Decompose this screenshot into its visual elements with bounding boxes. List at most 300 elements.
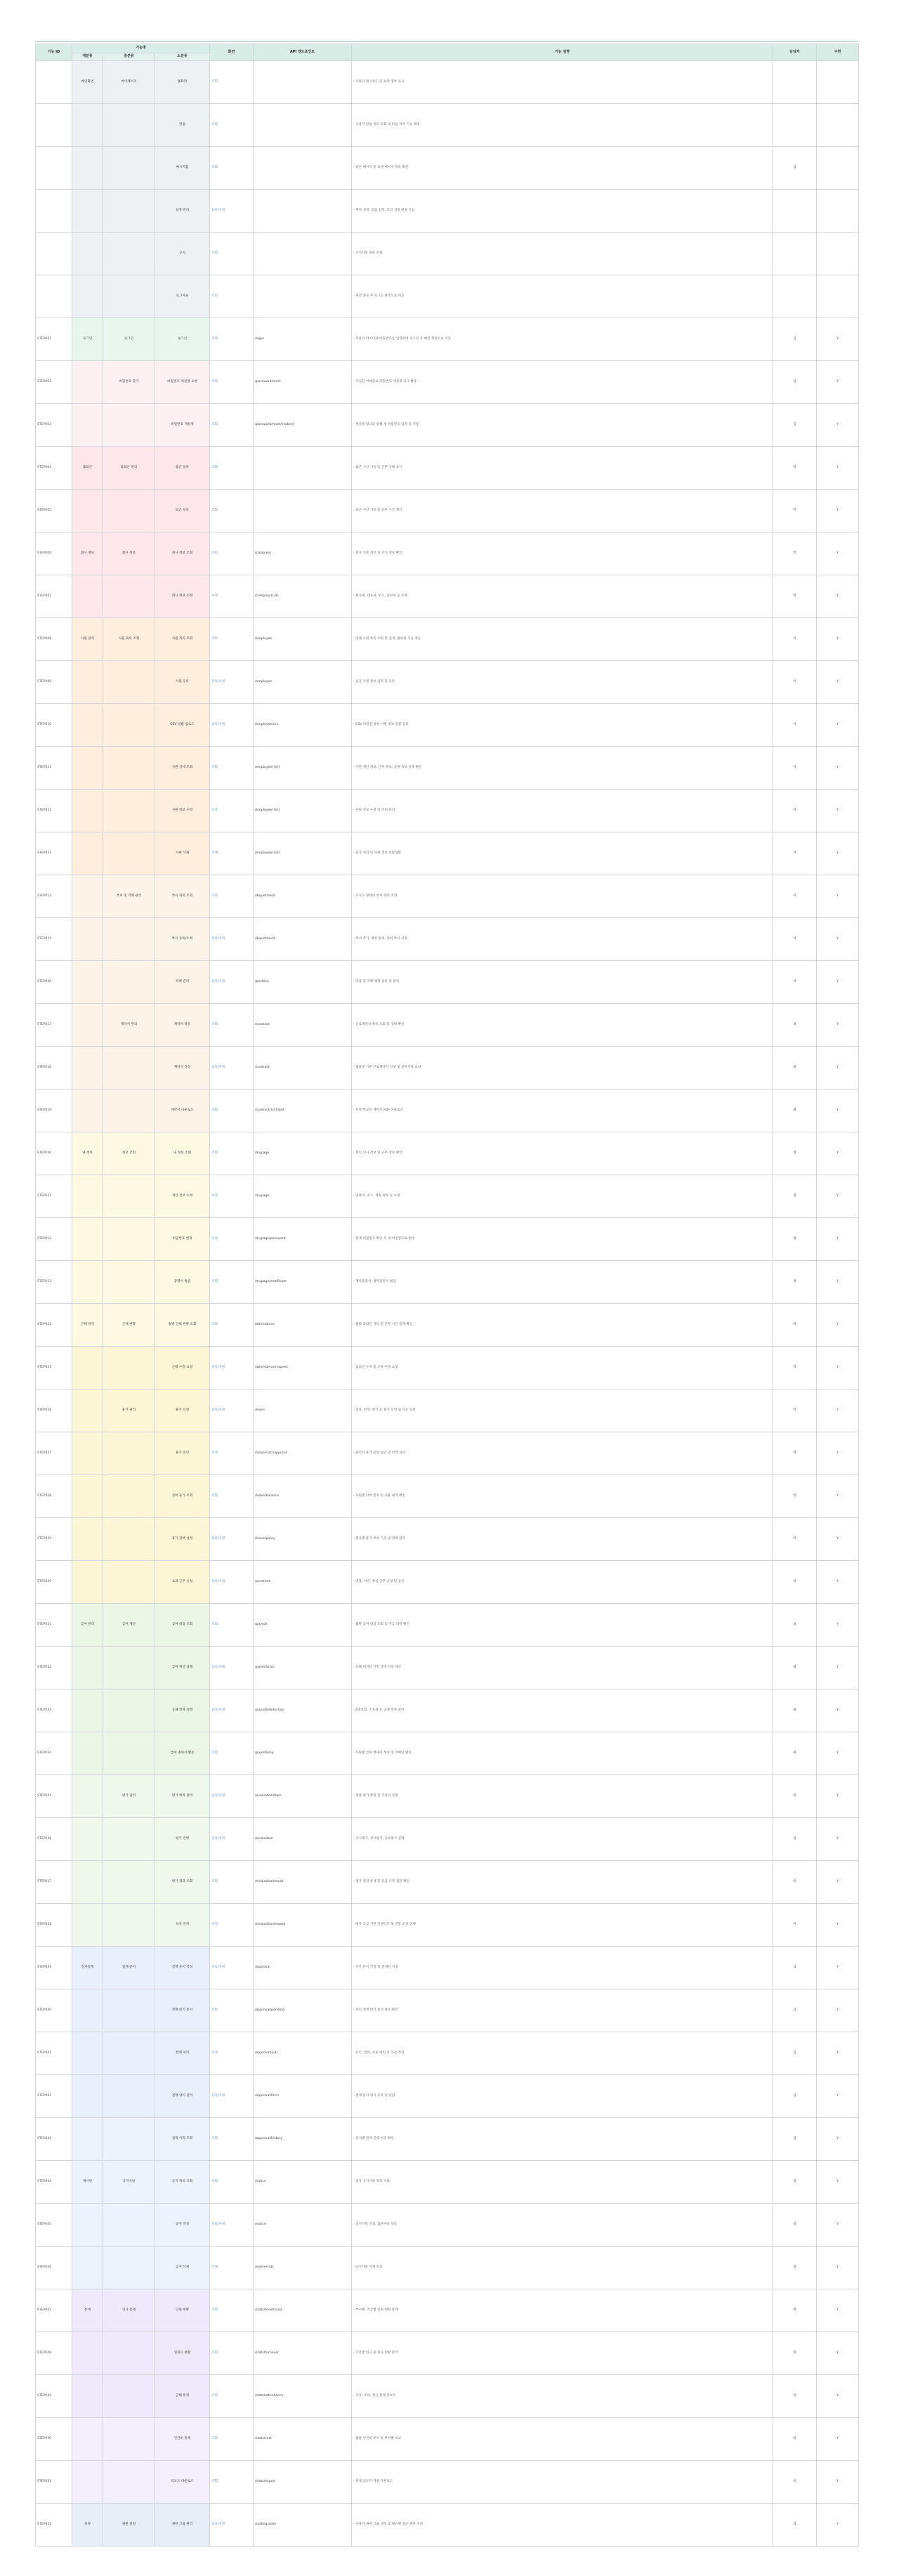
- owner-cell: 이: [773, 918, 817, 961]
- category-l1-cell: [72, 1090, 103, 1132]
- feature-id-cell: STEP029: [36, 1518, 72, 1561]
- screen-mode-cell: 조회: [210, 2375, 254, 2418]
- category-l1-cell: [72, 2418, 103, 2461]
- category-l2-cell: [103, 1218, 155, 1261]
- category-l3-cell: 결재 이력 조회: [155, 2118, 210, 2161]
- screen-mode-cell: 조회: [210, 275, 254, 318]
- owner-cell: 이: [773, 704, 817, 747]
- category-l3-cell: 알림: [155, 104, 210, 147]
- category-l1-cell: [72, 790, 103, 832]
- feature-id-cell: STEP040: [36, 1989, 72, 2032]
- feature-id-cell: STEP032: [36, 1647, 72, 1689]
- header-check: 구현: [817, 44, 859, 61]
- status-cell: Y: [817, 1518, 859, 1561]
- category-l2-cell: [103, 2418, 155, 2461]
- owner-cell: [773, 190, 817, 233]
- api-endpoint-cell: /employee: [254, 618, 352, 661]
- api-endpoint-cell: [254, 104, 352, 147]
- feature-id-cell: STEP006: [36, 532, 72, 575]
- header-mode: 화면: [210, 44, 254, 61]
- owner-cell: 이: [773, 661, 817, 704]
- api-endpoint-cell: /settings/role: [254, 2504, 352, 2546]
- description-cell: - 회사 기본 정보 및 조직 정보 확인: [352, 532, 773, 575]
- feature-id-cell: STEP044: [36, 2161, 72, 2204]
- table-row: [36, 1818, 859, 1861]
- description-cell: - 근태 데이터 기반 급여 자동 계산: [352, 1647, 773, 1689]
- description-cell: - 서명 완료된 계약서 PDF 다운로드: [352, 1090, 773, 1132]
- description-cell: - CSV 파일을 통한 사원 정보 일괄 등록: [352, 704, 773, 747]
- description-cell: - 4대보험, 소득세 등 공제 항목 관리: [352, 1689, 773, 1732]
- status-cell: Y: [817, 961, 859, 1004]
- table-row: [36, 1304, 859, 1347]
- category-l3-cell: 퇴근 등록: [155, 490, 210, 532]
- screen-mode-cell: 등록/수정: [210, 1818, 254, 1861]
- category-l1-cell: [72, 2204, 103, 2247]
- category-l3-cell: 공제 항목 설정: [155, 1689, 210, 1732]
- description-cell: - 연차, 반차, 병가 등 휴가 신청 및 사유 입력: [352, 1390, 773, 1432]
- api-endpoint-cell: /employee: [254, 661, 352, 704]
- owner-cell: 정: [773, 1175, 817, 1218]
- header-l1: 대분류: [72, 53, 103, 61]
- table-row: [36, 2461, 859, 2504]
- api-endpoint-cell: /payroll/deduction: [254, 1689, 352, 1732]
- category-l2-cell: 인사 통계: [103, 2289, 155, 2332]
- description-cell: - 신규 사원 정보 입력 및 등록: [352, 661, 773, 704]
- status-cell: Y: [817, 832, 859, 875]
- screen-mode-cell: 조회: [210, 104, 254, 147]
- category-l1-cell: 내 정보: [72, 1132, 103, 1175]
- category-l3-cell: 부서 목록 조회: [155, 875, 210, 918]
- category-l3-cell: 급여 계산 실행: [155, 1647, 210, 1689]
- table-row: [36, 1561, 859, 1604]
- feature-id-cell: STEP008: [36, 618, 72, 661]
- table-row: [36, 1947, 859, 1989]
- api-endpoint-cell: [254, 147, 352, 190]
- description-cell: - 문서별 결재 진행 이력 확인: [352, 2118, 773, 2161]
- category-l2-cell: [103, 747, 155, 790]
- category-l2-cell: [103, 2332, 155, 2375]
- screen-mode-cell: 조회: [210, 1732, 254, 1775]
- category-l1-cell: 전자결재: [72, 1947, 103, 1989]
- screen-mode-cell: 조회: [210, 404, 254, 447]
- description-cell: - 사원 개인 정보, 근무 정보, 급여 정보 상세 확인: [352, 747, 773, 790]
- feature-id-cell: STEP039: [36, 1947, 72, 1989]
- table-row: [36, 1004, 859, 1047]
- screen-mode-cell: 수정: [210, 1218, 254, 1261]
- status-cell: Y: [817, 2118, 859, 2161]
- status-cell: Y: [817, 2075, 859, 2118]
- category-l3-cell: CSV 일괄 업로드: [155, 704, 210, 747]
- feature-id-cell: STEP037: [36, 1861, 72, 1904]
- category-l1-cell: [72, 747, 103, 790]
- status-cell: Y: [817, 2289, 859, 2332]
- category-l1-cell: 출퇴근: [72, 447, 103, 490]
- category-l2-cell: [103, 104, 155, 147]
- owner-cell: 박: [773, 532, 817, 575]
- api-endpoint-cell: /evaluation/result: [254, 1861, 352, 1904]
- screen-mode-cell: 등록/수정: [210, 1390, 254, 1432]
- api-endpoint-cell: /stats/export: [254, 2461, 352, 2504]
- category-l3-cell: 증명서 발급: [155, 1261, 210, 1304]
- status-cell: Y: [817, 618, 859, 661]
- description-cell: - 회사별 휴가 부여 기준 및 정책 관리: [352, 1518, 773, 1561]
- category-l3-cell: 회사 정보 수정: [155, 575, 210, 618]
- status-cell: Y: [817, 1689, 859, 1732]
- screen-mode-cell: 조회: [210, 147, 254, 190]
- description-cell: - 성과 평가 항목 및 가중치 설정: [352, 1775, 773, 1818]
- screen-mode-cell: 조회: [210, 1989, 254, 2032]
- description-cell: - 평가 결과 통계 및 등급 산정 결과 확인: [352, 1861, 773, 1904]
- feature-id-cell: STEP017: [36, 1004, 72, 1047]
- category-l3-cell: 근태 통계: [155, 2375, 210, 2418]
- category-l3-cell: 결재 양식 관리: [155, 2075, 210, 2118]
- feature-id-cell: STEP021: [36, 1175, 72, 1218]
- table-row: [36, 961, 859, 1004]
- feature-id-cell: [36, 147, 72, 190]
- category-l3-cell: 출근 등록: [155, 447, 210, 490]
- table-row: [36, 447, 859, 490]
- status-cell: Y: [817, 1647, 859, 1689]
- table-row: [36, 1732, 859, 1775]
- description-cell: - 본인 인사 정보 및 근무 정보 확인: [352, 1132, 773, 1175]
- screen-mode-cell: 등록/수정: [210, 2504, 254, 2546]
- status-cell: Y: [817, 1090, 859, 1132]
- status-cell: [817, 61, 859, 104]
- category-l3-cell: 비밀번호 변경: [155, 1218, 210, 1261]
- api-endpoint-cell: /approval/form: [254, 2075, 352, 2118]
- description-cell: - 템플릿 기반 근로계약서 작성 및 전자서명 요청: [352, 1047, 773, 1090]
- api-endpoint-cell: /mypage/password: [254, 1218, 352, 1261]
- feature-id-cell: STEP034: [36, 1732, 72, 1775]
- screen-mode-cell: 등록/수정: [210, 918, 254, 961]
- category-l3-cell: 휴가 정책 설정: [155, 1518, 210, 1561]
- owner-cell: 정: [773, 1132, 817, 1175]
- api-endpoint-cell: /payroll/calc: [254, 1647, 352, 1689]
- description-cell: - 출퇴근 누락 및 오류 수정 요청: [352, 1347, 773, 1390]
- table-row: [36, 61, 859, 104]
- api-endpoint-cell: /evaluation/item: [254, 1775, 352, 1818]
- screen-mode-cell: 등록/수정: [210, 661, 254, 704]
- feature-id-cell: STEP043: [36, 2118, 72, 2161]
- api-endpoint-cell: /notice: [254, 2204, 352, 2247]
- api-endpoint-cell: /mypage: [254, 1175, 352, 1218]
- category-l2-cell: 마이페이지: [103, 61, 155, 104]
- category-l3-cell: 설정 관리: [155, 190, 210, 233]
- description-cell: - 퇴사 처리 및 사원 정보 비활성화: [352, 832, 773, 875]
- category-l2-cell: 결재 문서: [103, 1947, 155, 1989]
- owner-cell: 최: [773, 1047, 817, 1090]
- table-row: [36, 190, 859, 233]
- table-row: [36, 2375, 859, 2418]
- description-cell: - 사원별 급여 명세서 생성 및 이메일 발송: [352, 1732, 773, 1775]
- screen-mode-cell: 등록/수정: [210, 1689, 254, 1732]
- status-cell: Y: [817, 1775, 859, 1818]
- category-l3-cell: 비밀번호 재설정: [155, 404, 210, 447]
- category-l1-cell: [72, 1218, 103, 1261]
- owner-cell: 김: [773, 2032, 817, 2075]
- screen-mode-cell: 등록/수정: [210, 2075, 254, 2118]
- category-l1-cell: [72, 490, 103, 532]
- api-endpoint-cell: /leave/{id}/approve: [254, 1432, 352, 1475]
- table-row: [36, 918, 859, 961]
- api-endpoint-cell: /leave: [254, 1390, 352, 1432]
- table-row: [36, 361, 859, 404]
- category-l1-cell: [72, 875, 103, 918]
- owner-cell: 최: [773, 1647, 817, 1689]
- category-l2-cell: 부서 및 직책 관리: [103, 875, 155, 918]
- status-cell: Y: [817, 1261, 859, 1304]
- owner-cell: 정: [773, 2161, 817, 2204]
- status-cell: Y: [817, 1475, 859, 1518]
- category-l1-cell: [72, 1432, 103, 1475]
- category-l3-cell: 입퇴사 현황: [155, 2332, 210, 2375]
- category-l1-cell: [72, 832, 103, 875]
- owner-cell: 한: [773, 2375, 817, 2418]
- category-l3-cell: 월별 근태 현황 조회: [155, 1304, 210, 1347]
- owner-cell: [773, 104, 817, 147]
- status-cell: Y: [817, 2161, 859, 2204]
- api-endpoint-cell: /notice/{id}: [254, 2247, 352, 2289]
- screen-mode-cell: 조회: [210, 1261, 254, 1304]
- category-l2-cell: 사원 목록 조회: [103, 618, 155, 661]
- feature-id-cell: [36, 190, 72, 233]
- screen-mode-cell: 조회: [210, 2332, 254, 2375]
- status-cell: Y: [817, 490, 859, 532]
- owner-cell: 김: [773, 1989, 817, 2032]
- category-l1-cell: [72, 1775, 103, 1818]
- category-l3-cell: 내 정보 조회: [155, 1132, 210, 1175]
- description-cell: - 부서 추가, 명칭 변경, 상위 부서 지정: [352, 918, 773, 961]
- description-cell: - 관리자 휴가 신청 승인 및 반려 처리: [352, 1432, 773, 1475]
- status-cell: [817, 104, 859, 147]
- description-cell: - 기간별 입사 및 퇴사 현황 분석: [352, 2332, 773, 2375]
- status-cell: Y: [817, 1132, 859, 1175]
- api-endpoint-cell: /leave/policy: [254, 1518, 352, 1561]
- category-l1-cell: [72, 1689, 103, 1732]
- category-l1-cell: [72, 1732, 103, 1775]
- category-l2-cell: [103, 961, 155, 1004]
- description-cell: - 가입된 이메일로 비밀번호 재설정 링크 발송: [352, 361, 773, 404]
- category-l2-cell: [103, 1561, 155, 1604]
- category-l2-cell: [103, 704, 155, 747]
- description-cell: - 사원 정보 수정 및 이력 관리: [352, 790, 773, 832]
- description-cell: - 공지사항 작성, 첨부파일 등록: [352, 2204, 773, 2247]
- category-l3-cell: 계약서 목록: [155, 1004, 210, 1047]
- status-cell: [817, 233, 859, 275]
- category-l3-cell: 평가 항목 관리: [155, 1775, 210, 1818]
- description-cell: - 지각, 조퇴, 결근 통계 리포트: [352, 2375, 773, 2418]
- description-cell: - 퇴근 시간 기록 및 근무 시간 계산: [352, 490, 773, 532]
- category-l2-cell: 정보 조회: [103, 1132, 155, 1175]
- owner-cell: 한: [773, 1775, 817, 1818]
- category-l1-cell: 로그인: [72, 318, 103, 361]
- category-l3-cell: 결재 대기 문서: [155, 1989, 210, 2032]
- category-l2-cell: 로그인: [103, 318, 155, 361]
- category-l1-cell: [72, 2247, 103, 2289]
- status-cell: Y: [817, 361, 859, 404]
- api-endpoint-cell: /contract: [254, 1047, 352, 1090]
- screen-mode-cell: 등록/수정: [210, 1647, 254, 1689]
- owner-cell: [773, 275, 817, 318]
- api-endpoint-cell: /mypage/certificate: [254, 1261, 352, 1304]
- feature-id-cell: STEP019: [36, 1090, 72, 1132]
- description-cell: - 전사 공지사항 목록 조회: [352, 2161, 773, 2204]
- api-endpoint-cell: /employee/{id}: [254, 790, 352, 832]
- owner-cell: 정: [773, 1261, 817, 1304]
- description-cell: - 사용자 대시보드 및 요약 정보 표시: [352, 61, 773, 104]
- category-l2-cell: [103, 2247, 155, 2289]
- feature-id-cell: STEP012: [36, 790, 72, 832]
- description-cell: - 재설정 링크를 통해 새 비밀번호 입력 및 저장: [352, 404, 773, 447]
- table-row: [36, 618, 859, 661]
- feature-id-cell: STEP041: [36, 2032, 72, 2075]
- table-row: [36, 1689, 859, 1732]
- feature-id-cell: STEP004: [36, 447, 72, 490]
- api-endpoint-cell: /stats/cost: [254, 2418, 352, 2461]
- category-l1-cell: [72, 704, 103, 747]
- table-row: [36, 1904, 859, 1947]
- description-cell: - 회사명, 대표자, 주소, 연락처 등 수정: [352, 575, 773, 618]
- table-row: [36, 1604, 859, 1647]
- status-cell: Y: [817, 1561, 859, 1604]
- table-row: [36, 2161, 859, 2204]
- screen-mode-cell: 등록/수정: [210, 1561, 254, 1604]
- status-cell: Y: [817, 1047, 859, 1090]
- screen-mode-cell: 조회: [210, 447, 254, 490]
- screen-mode-cell: 삭제: [210, 832, 254, 875]
- description-cell: - 사용자 권한 그룹 생성 및 메뉴별 접근 권한 지정: [352, 2504, 773, 2546]
- owner-cell: 박: [773, 490, 817, 532]
- category-l2-cell: [103, 1732, 155, 1775]
- feature-id-cell: STEP009: [36, 661, 72, 704]
- header-desc: 기능 설명: [352, 44, 773, 61]
- category-l2-cell: 권한 설정: [103, 2504, 155, 2546]
- category-l2-cell: [103, 2032, 155, 2075]
- owner-cell: 이: [773, 790, 817, 832]
- category-l3-cell: 공지 목록 조회: [155, 2161, 210, 2204]
- category-l1-cell: [72, 2032, 103, 2075]
- description-cell: - 받은 메시지 및 보낸 메시지 목록 확인: [352, 147, 773, 190]
- api-endpoint-cell: /payroll/slip: [254, 1732, 352, 1775]
- category-l3-cell: 근태 수정 요청: [155, 1347, 210, 1390]
- table-row: [36, 1647, 859, 1689]
- category-l1-cell: [72, 1390, 103, 1432]
- status-cell: Y: [817, 2032, 859, 2075]
- api-endpoint-cell: /leave/balance: [254, 1475, 352, 1518]
- status-cell: Y: [817, 875, 859, 918]
- header-id: 기능 ID: [36, 44, 72, 61]
- category-l2-cell: 휴가 관리: [103, 1390, 155, 1432]
- feature-id-cell: STEP025: [36, 1347, 72, 1390]
- api-endpoint-cell: /contract/{id}/pdf: [254, 1090, 352, 1132]
- owner-cell: 이: [773, 747, 817, 790]
- status-cell: Y: [817, 2461, 859, 2504]
- api-endpoint-cell: [254, 447, 352, 490]
- category-l1-cell: [72, 918, 103, 961]
- category-l2-cell: 근태 현황: [103, 1304, 155, 1347]
- category-l2-cell: [103, 1090, 155, 1132]
- category-l2-cell: [103, 918, 155, 961]
- table-row: [36, 1047, 859, 1090]
- category-l1-cell: [72, 961, 103, 1004]
- screen-mode-cell: 조회: [210, 532, 254, 575]
- feature-id-cell: STEP014: [36, 875, 72, 918]
- owner-cell: 박: [773, 575, 817, 618]
- screen-mode-cell: 수정: [210, 2032, 254, 2075]
- api-endpoint-cell: /position: [254, 961, 352, 1004]
- owner-cell: 김: [773, 2075, 817, 2118]
- table-row: [36, 2032, 859, 2075]
- table-row: [36, 1518, 859, 1561]
- feature-id-cell: STEP011: [36, 747, 72, 790]
- category-l1-cell: [72, 1518, 103, 1561]
- category-l2-cell: [103, 2075, 155, 2118]
- screen-mode-cell: 조회: [210, 875, 254, 918]
- category-l3-cell: 권한 그룹 관리: [155, 2504, 210, 2546]
- api-endpoint-cell: /approval: [254, 1947, 352, 1989]
- feature-id-cell: STEP005: [36, 490, 72, 532]
- description-cell: - 승인, 반려, 보류 처리 및 의견 작성: [352, 2032, 773, 2075]
- api-endpoint-cell: /employee/csv: [254, 704, 352, 747]
- table-row: [36, 1390, 859, 1432]
- table-row: [36, 2418, 859, 2461]
- category-l3-cell: 사원 등록: [155, 661, 210, 704]
- screen-mode-cell: 조회: [210, 361, 254, 404]
- status-cell: Y: [817, 1947, 859, 1989]
- category-l2-cell: [103, 1175, 155, 1218]
- description-cell: - 조직도 형태의 부서 목록 조회: [352, 875, 773, 918]
- feature-id-cell: STEP046: [36, 2247, 72, 2289]
- owner-cell: 박: [773, 1475, 817, 1518]
- category-l1-cell: [72, 1647, 103, 1689]
- description-cell: - 연락처, 주소, 계좌 정보 등 수정: [352, 1175, 773, 1218]
- screen-mode-cell: 조회: [210, 233, 254, 275]
- status-cell: Y: [817, 1304, 859, 1347]
- api-endpoint-cell: [254, 61, 352, 104]
- category-l2-cell: [103, 1047, 155, 1090]
- category-l1-cell: [72, 1561, 103, 1604]
- table-row: [36, 275, 859, 318]
- description-cell: - 세션 종료 후 로그인 화면으로 이동: [352, 275, 773, 318]
- screen-mode-cell: 조회: [210, 1604, 254, 1647]
- api-endpoint-cell: [254, 190, 352, 233]
- category-l2-cell: [103, 790, 155, 832]
- api-endpoint-cell: /contract: [254, 1004, 352, 1047]
- category-l1-cell: 근태 관리: [72, 1304, 103, 1347]
- category-l1-cell: [72, 1004, 103, 1047]
- screen-mode-cell: 수정: [210, 1432, 254, 1475]
- feature-id-cell: [36, 233, 72, 275]
- status-cell: Y: [817, 2418, 859, 2461]
- screen-mode-cell: 등록/수정: [210, 961, 254, 1004]
- header-row: [36, 44, 859, 53]
- header-api: API 엔드포인트: [254, 44, 352, 61]
- owner-cell: 한: [773, 1904, 817, 1947]
- description-cell: - 본인 결재 대기 문서 목록 확인: [352, 1989, 773, 2032]
- feature-id-cell: STEP045: [36, 2204, 72, 2247]
- screen-mode-cell: 수정: [210, 1904, 254, 1947]
- feature-id-cell: STEP035: [36, 1775, 72, 1818]
- feature-id-cell: STEP049: [36, 2375, 72, 2418]
- category-l2-cell: [103, 661, 155, 704]
- owner-cell: 김: [773, 318, 817, 361]
- category-l3-cell: 휴가 신청: [155, 1390, 210, 1432]
- category-l3-cell: 휴가 승인: [155, 1432, 210, 1475]
- owner-cell: 최: [773, 1732, 817, 1775]
- category-l1-cell: [72, 2075, 103, 2118]
- category-l3-cell: 사원 목록 조회: [155, 618, 210, 661]
- category-l3-cell: 평가 결과 조회: [155, 1861, 210, 1904]
